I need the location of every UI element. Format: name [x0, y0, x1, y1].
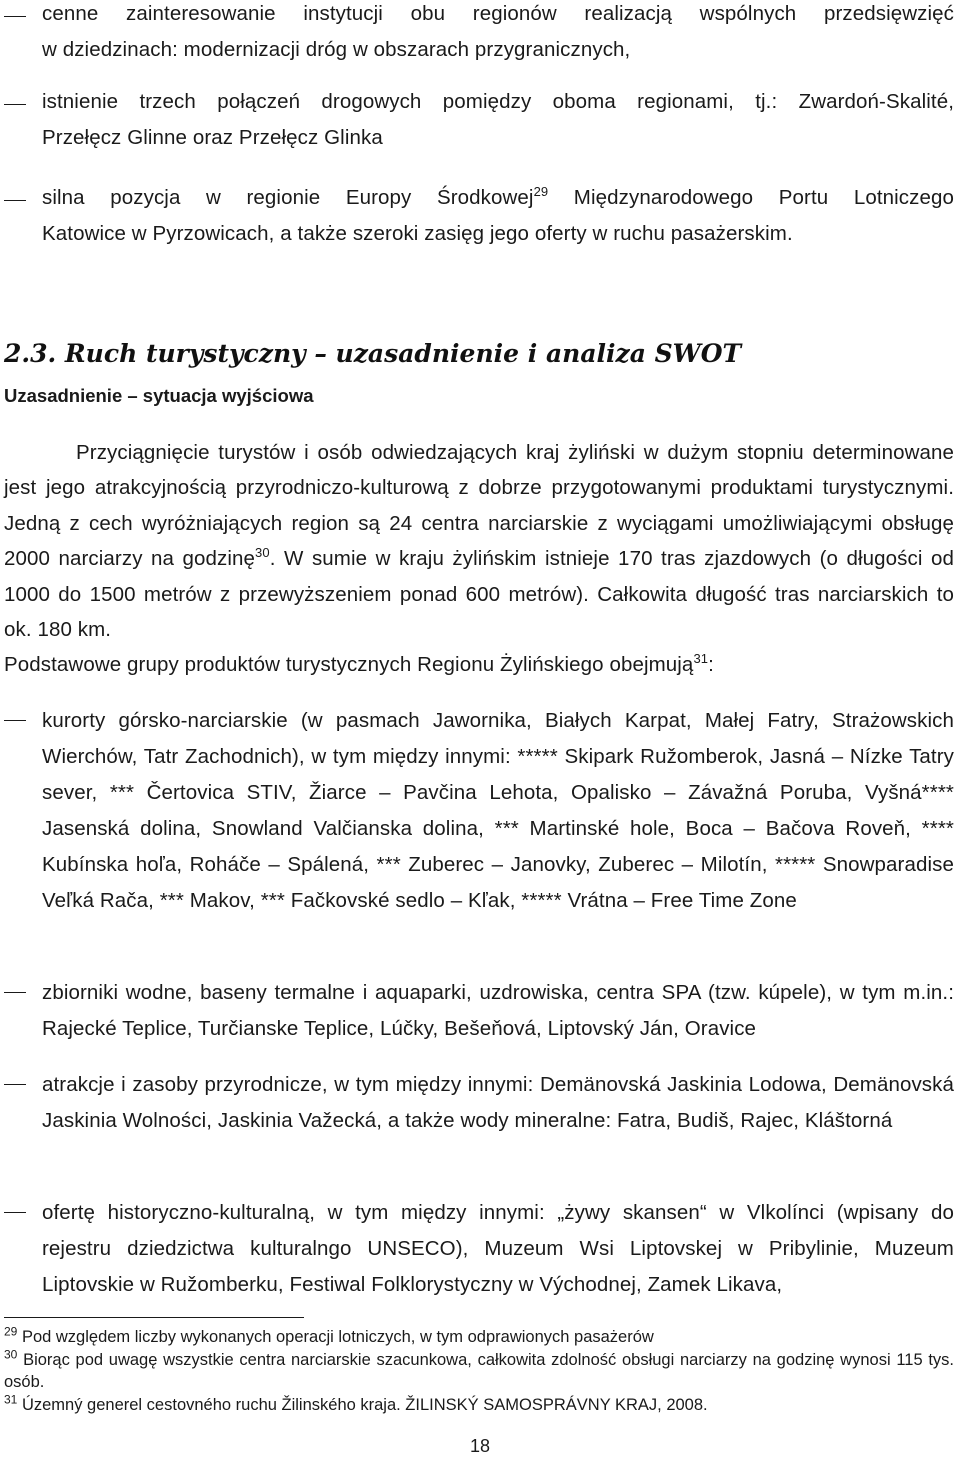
- footnote: $^{31}$ Územný generel cestovného ruchu Žilinského kraja. ŽILINSKÝ SAMOSPRÁVNY KRAJ, 2008.: [4, 1392, 708, 1414]
- dash-bullet: [4, 992, 26, 993]
- list-item-text: kurorty górsko-narciarskie (w pasmach Jawornika, Białych Karpat, Małej Fatry, Strażowskich Wierchów, Tatr Zachodnich), w tym między innymi: ***** Skipark Ružomberok, Jasná – Nízke Tatry sever, *** Čertovica STIV, Žiarce – Pavčina Lehota, Opalisko – Závažná Poruba, Vyšná**** Jasenská dolina, Snowland Valčianska dolina, *** Martinské hole, Boca – Bačova Roveň, **** Kubínska hoľa, Roháče – Spálená, *** Zuberec – Janovky, Zuberec – Milotín, ***** Snowparadise Veľká Rača, *** Makov, *** Fačkovské sedlo – Kľak, ***** Vrátna – Free Time Zone: [42, 709, 954, 912]
- footnote-ref[interactable]: 31: [693, 651, 709, 667]
- list-item-line: cenne zainteresowanie instytucji obu regionów realizacją wspólnych przedsięwzięć: [42, 2, 954, 25]
- section-subheading: Uzasadnienie – sytuacja wyjściowa: [4, 385, 314, 406]
- dash-bullet: [4, 104, 26, 105]
- footnote: $^{30}$ Biorąc pod uwagę wszystkie centra narciarskie szacunkowa, całkowita zdolność obsługi narciarzy na godzinę wynosi 115 tys. osób.: [4, 1347, 954, 1391]
- list-item-line: Przełęcz Glinne oraz Przełęcz Glinka: [42, 126, 383, 149]
- footnote-ref[interactable]: 30: [255, 545, 270, 561]
- list-item-text: ofertę historyczno-kulturalną, w tym między innymi: „żywy skansen“ w Vlkolínci (wpisany do rejestru dziedzictwa kulturalngo UNSECO), Muzeum Wsi Liptovskej w Pribylinie, Muzeum Liptovskie w Ružomberku, Festiwal Folklorystyczny w Východnej, Zamek Likava,: [42, 1201, 954, 1296]
- footnote: $^{29}$ Pod względem liczby wykonanych operacji lotniczych, w tym odprawionych pasażerów: [4, 1324, 654, 1346]
- list-item-line: Katowice w Pyrzowicach, a także szeroki zasięg jego oferty w ruchu pasażerskim.: [42, 222, 793, 245]
- section-heading: 2.3. Ruch turystyczny – uzasadnienie i analiza SWOT: [4, 339, 742, 368]
- list-item-text: atrakcje i zasoby przyrodnicze, w tym między innymi: Demänovská Jaskinia Lodowa, Demänovská Jaskinia Wolności, Jaskinia Važecká, a także wody mineralne: Fatra, Budiš, Rajec, Kláštorná: [42, 1073, 954, 1132]
- page-number: 18: [469, 1436, 491, 1456]
- list-item-line: silna pozycja w regionie Europy Środkowej$^{29}$ Międzynarodowego Portu Lotniczego: [42, 184, 954, 209]
- intro-paragraph: Przyciągnięcie turystów i osób odwiedzających kraj żyliński w dużym stopniu determinowane jest jego atrakcyjnością przyrodniczo-kulturową z dobrze przygotowanymi produktami turystycznymi. Jedną z cech wyróżniających region są 24 centra narciarskie z wyciągami umożliwiającymi obsługę 2000 narciarzy na godzinę$^{30}$. W sumie w kraju żylińskim istnieje 170 tras zjazdowych (o długości od 1000 do 1500 metrów z przewyższeniem ponad 600 metrów). Całkowita długość tras narciarskich to ok. 180 km. Podstawowe grupy produktów turystycznych Regionu Żylińskiego obejmują$^{31}$:: [4, 441, 954, 677]
- list-item-text: zbiorniki wodne, baseny termalne i aquaparki, uzdrowiska, centra SPA (tzw. kúpele), w tym m.in.: Rajecké Teplice, Turčianske Teplice, Lúčky, Bešeňová, Liptovský Ján, Oravice: [42, 981, 954, 1040]
- dash-bullet: [4, 200, 26, 201]
- footnote-ref[interactable]: 29: [533, 184, 549, 200]
- list-item-line: istnienie trzech połączeń drogowych pomiędzy oboma regionami, tj.: Zwardoń-Skalité,: [42, 90, 954, 113]
- footnote-separator: [4, 1317, 304, 1318]
- dash-bullet: [4, 16, 26, 17]
- dash-bullet: [4, 1212, 26, 1213]
- footnotes: [4, 1326, 954, 1416]
- list-item-line: w dziedzinach: modernizacji dróg w obszarach przygranicznych,: [42, 38, 631, 61]
- dash-bullet: [4, 720, 26, 721]
- dash-bullet: [4, 1084, 26, 1085]
